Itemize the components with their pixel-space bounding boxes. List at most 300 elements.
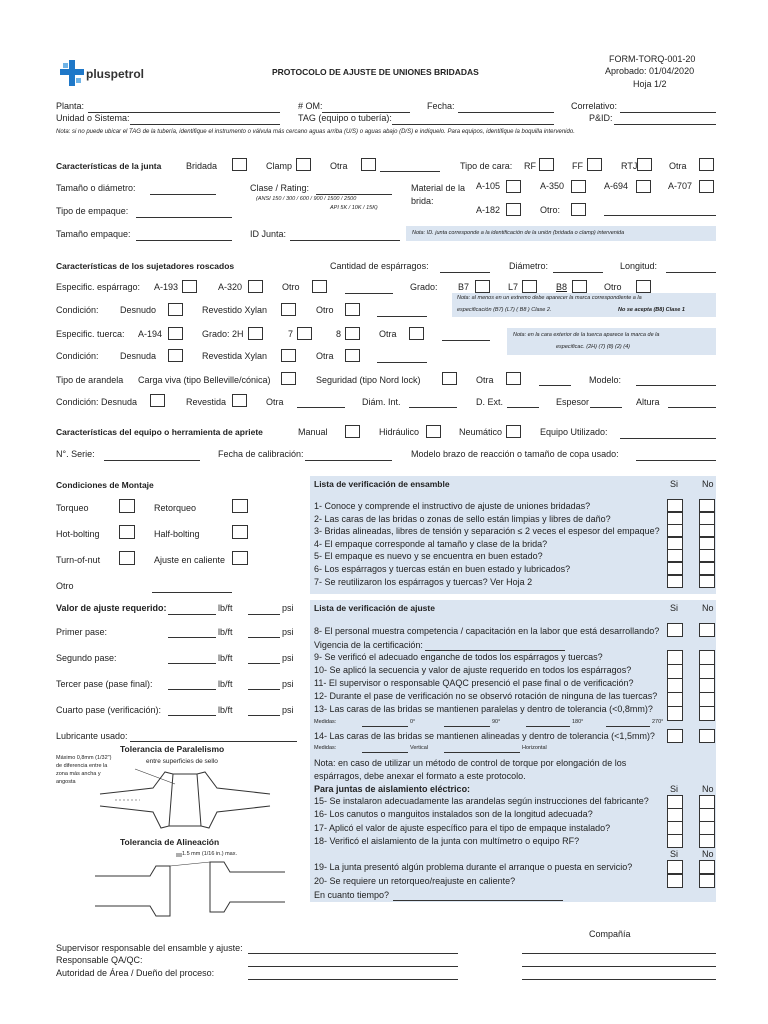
item-16-no-checkbox[interactable]	[699, 808, 715, 822]
cuarto-psi-field[interactable]	[248, 715, 280, 716]
item-20-si-checkbox[interactable]	[667, 874, 683, 888]
checklist-ensamble-item-2-si-checkbox[interactable]	[667, 512, 683, 525]
logo	[60, 60, 170, 86]
otra-arandela-label: Otra	[476, 375, 494, 385]
l7-label: L7	[508, 282, 519, 292]
otra-cara-label: Otra	[669, 161, 687, 171]
item-8-no-checkbox[interactable]	[699, 623, 715, 637]
valor-psi-field[interactable]	[248, 614, 280, 615]
form-title: PROTOCOLO DE AJUSTE DE UNIONES BRIDADAS	[272, 67, 479, 77]
medidas-label: Medidas:	[314, 719, 337, 725]
otra-cara-checkbox[interactable]	[699, 158, 714, 171]
id-junta-note: Nota: ID. junta corresponde a la identificación de la unión (bridada o clamp) intervenida	[412, 230, 625, 236]
checklist-ensamble-item-5-si-checkbox[interactable]	[667, 549, 683, 562]
otra-condicion-field[interactable]	[377, 362, 427, 363]
medida-90-field[interactable]	[444, 726, 490, 727]
qaqc-label: Responsable QA/QC:	[56, 955, 143, 965]
modelo-field[interactable]	[636, 385, 716, 386]
hidraulico-checkbox[interactable]	[426, 425, 441, 438]
otra-arandela-field[interactable]	[539, 385, 571, 386]
manual-label: Manual	[298, 427, 328, 437]
otra-field[interactable]	[380, 171, 440, 172]
checklist-ensamble-no: No	[702, 479, 714, 489]
b8-checkbox[interactable]	[572, 280, 587, 293]
checklist-ensamble-item-6-no-checkbox[interactable]	[699, 562, 715, 575]
grado-7-label: 7	[288, 329, 294, 339]
valor-ajuste-label: Valor de ajuste requerido:	[56, 603, 167, 613]
pluspetrol-logo-icon	[60, 60, 84, 86]
desnudo-checkbox[interactable]	[168, 303, 183, 316]
ff-checkbox[interactable]	[587, 158, 602, 171]
nota-elongacion-1: Nota: en caso de utilizar un método de control de torque por elongación de los	[314, 758, 627, 768]
aislamiento-si: Si	[670, 784, 679, 794]
autoridad-compania-field[interactable]	[522, 979, 716, 980]
unidad-field[interactable]	[130, 124, 280, 125]
desnuda-checkbox[interactable]	[168, 349, 183, 362]
clase-field[interactable]	[316, 194, 392, 195]
retorqueo-label: Retorqueo	[154, 503, 197, 513]
espesor-field[interactable]	[590, 407, 622, 408]
a182-label: A-182	[476, 205, 501, 215]
valor-psi-unit: psi	[282, 603, 294, 613]
condicion-arandela-label: Condición: Desnuda	[56, 397, 138, 407]
item-11: 11- El supervisor o responsable QAQC presenció el pase final o de verificación?	[314, 678, 634, 688]
aislamiento-title: Para juntas de aislamiento eléctrico:	[314, 784, 471, 794]
a320-label: A-320	[218, 282, 243, 292]
grado-label: Grado:	[410, 282, 438, 292]
id-junta-label: ID Junta:	[250, 229, 287, 239]
otro-grado-checkbox[interactable]	[636, 280, 651, 293]
medida-90-label: 90°	[492, 719, 501, 725]
checklist-ajuste-title: Lista de verificación de ajuste	[314, 603, 435, 613]
aislamiento-no: No	[702, 784, 714, 794]
modelo-brazo-field[interactable]	[636, 460, 716, 461]
tamano-empaque-field[interactable]	[136, 240, 232, 241]
om-label: # OM:	[298, 101, 323, 111]
medida-180-label: 180°	[572, 719, 584, 725]
a694-checkbox[interactable]	[636, 180, 651, 193]
tercer-pase-label: Tercer pase (pase final):	[56, 679, 153, 689]
item-20-no-checkbox[interactable]	[699, 874, 715, 888]
tipo-empaque-label: Tipo de empaque:	[56, 206, 129, 216]
correlativo-field[interactable]	[620, 112, 716, 113]
grado-7-checkbox[interactable]	[297, 327, 312, 340]
ajuste-caliente-checkbox[interactable]	[232, 551, 248, 565]
revestido-xylan-checkbox[interactable]	[281, 303, 296, 316]
grado-tuerca-label: Grado: 2H	[202, 329, 244, 339]
tag-label: TAG (equipo o tubería):	[298, 113, 392, 123]
otro-condicion-checkbox[interactable]	[345, 303, 360, 316]
revestido-xylan-label: Revestido Xylan	[202, 305, 268, 315]
condicion-esparrago-label: Condición:	[56, 305, 99, 315]
revestida-checkbox[interactable]	[232, 394, 247, 407]
diam-int-field[interactable]	[409, 407, 457, 408]
item-15-si-checkbox[interactable]	[667, 795, 683, 809]
tuerca-note-1: Nota: en la cara exterior de la tuerca aparece la marca de la	[513, 332, 660, 338]
fecha-label: Fecha:	[427, 101, 455, 111]
checklist-ensamble-item-1-no-checkbox[interactable]	[699, 499, 715, 512]
lubricante-field[interactable]	[130, 741, 297, 742]
diam-int-label: Diám. Int.	[362, 397, 401, 407]
checklist-ensamble-item-3-no-checkbox[interactable]	[699, 524, 715, 537]
otra-arandela-cond-field[interactable]	[297, 407, 345, 408]
item-13-no-checkbox[interactable]	[699, 706, 715, 721]
item-10-no-checkbox[interactable]	[699, 664, 715, 679]
b7-note-3: No se acepta (B8) Clase 1	[618, 307, 685, 313]
valor-lbft-unit: lb/ft	[218, 603, 233, 613]
paralelismo-flange-diagram	[95, 764, 275, 836]
checklist-ensamble-item-4: 4- El empaque corresponde al tamaño y clase de la brida?	[314, 538, 548, 549]
carga-viva-label: Carga viva (tipo Belleville/cónica)	[138, 375, 271, 385]
a694-label: A-694	[604, 181, 629, 191]
grado-8-checkbox[interactable]	[345, 327, 360, 340]
checklist-ajuste-no: No	[702, 603, 714, 613]
lower-no: No	[702, 849, 714, 859]
otro-esparrago-field[interactable]	[345, 293, 393, 294]
item-14-si-checkbox[interactable]	[667, 729, 683, 743]
fecha-cal-label: Fecha de calibración:	[218, 449, 304, 459]
a350-checkbox[interactable]	[571, 180, 586, 193]
tercer-psi-field[interactable]	[248, 689, 280, 690]
montaje-title: Condiciones de Montaje	[56, 480, 154, 490]
revestida-label: Revestida	[186, 397, 227, 407]
item-18-no-checkbox[interactable]	[699, 834, 715, 848]
revestida-xylan-label: Revestida Xylan	[202, 351, 268, 361]
clamp-checkbox[interactable]	[296, 158, 311, 171]
hot-bolting-checkbox[interactable]	[119, 525, 135, 539]
l7-checkbox[interactable]	[522, 280, 537, 293]
a193-label: A-193	[154, 282, 179, 292]
item-8: 8- El personal muestra competencia / capacitación en la labor que está desarrollando?	[314, 626, 660, 636]
medida-horizontal-field[interactable]	[444, 752, 520, 753]
item-14-no-checkbox[interactable]	[699, 729, 715, 743]
clamp-label: Clamp	[266, 161, 293, 171]
a350-label: A-350	[540, 181, 565, 191]
espesor-label: Espesor	[556, 397, 590, 407]
alineacion-flange-diagram	[90, 848, 290, 928]
item-9: 9- Se verificó el adecuado enganche de todos los espárragos y tuercas?	[314, 652, 603, 662]
item-13-si-checkbox[interactable]	[667, 706, 683, 721]
clase-label: Clase / Rating:	[250, 183, 310, 193]
rf-label: RF	[524, 161, 536, 171]
serie-label: N°. Serie:	[56, 449, 95, 459]
item-16-si-checkbox[interactable]	[667, 808, 683, 822]
cantidad-label: Cantidad de espárragos:	[330, 261, 429, 271]
serie-field[interactable]	[104, 460, 200, 461]
otro-material-field[interactable]	[604, 215, 716, 216]
otra-tuerca-checkbox[interactable]	[409, 327, 424, 340]
checklist-ensamble-item-7-si-checkbox[interactable]	[667, 575, 683, 588]
a320-checkbox[interactable]	[248, 280, 263, 293]
item-16: 16- Los canutos o manguitos instalados son de la longitud adecuada?	[314, 809, 593, 819]
item-18: 18- Verificó el aislamiento de la junta con multímetro o equipo RF?	[314, 836, 580, 846]
cantidad-field[interactable]	[440, 272, 490, 273]
segundo-psi-field[interactable]	[248, 663, 280, 664]
modelo-label: Modelo:	[589, 375, 622, 385]
nota-elongacion-2: espárragos, debe anexar el formato a este protocolo.	[314, 771, 526, 781]
autoridad-label: Autoridad de Área / Dueño del proceso:	[56, 968, 215, 978]
item-10-si-checkbox[interactable]	[667, 664, 683, 679]
segundo-lbft-field[interactable]	[168, 663, 216, 664]
otra-arandela-cond-label: Otra	[266, 397, 284, 407]
seguridad-label: Seguridad (tipo Nord lock)	[316, 375, 421, 385]
supervisor-field[interactable]	[248, 953, 458, 954]
otro-montaje-label: Otro	[56, 581, 74, 591]
tiempo-label: En cuanto tiempo?	[314, 890, 390, 900]
item-17-no-checkbox[interactable]	[699, 821, 715, 835]
qaqc-field[interactable]	[248, 966, 458, 967]
checklist-ensamble-si: Si	[670, 479, 679, 489]
item-9-si-checkbox[interactable]	[667, 650, 683, 665]
compania-label: Compañía	[589, 929, 631, 939]
tamano-field[interactable]	[150, 194, 216, 195]
hot-bolting-label: Hot-bolting	[56, 529, 100, 539]
hidraulico-label: Hidráulico	[379, 427, 420, 437]
checklist-ensamble-item-2-no-checkbox[interactable]	[699, 512, 715, 525]
otra-checkbox[interactable]	[361, 158, 376, 171]
a105-checkbox[interactable]	[506, 180, 521, 193]
fecha-field[interactable]	[458, 112, 554, 113]
revestida-xylan-checkbox[interactable]	[281, 349, 296, 362]
item-11-no-checkbox[interactable]	[699, 678, 715, 693]
id-junta-field[interactable]	[290, 240, 400, 241]
horizontal-label: Horizontal	[522, 745, 547, 751]
pid-label: P&ID:	[589, 113, 613, 123]
otra-tuerca-field[interactable]	[442, 340, 490, 341]
item-13: 13- Las caras de las bridas se mantienen paralelas y dentro de tolerancia (<0,8mm)?	[314, 704, 653, 714]
item-11-si-checkbox[interactable]	[667, 678, 683, 693]
tag-field[interactable]	[392, 124, 554, 125]
cuarto-pase-label: Cuarto pase (verificación):	[56, 705, 162, 715]
checklist-ensamble-item-3-si-checkbox[interactable]	[667, 524, 683, 537]
neumatico-checkbox[interactable]	[506, 425, 521, 438]
otro-esparrago-checkbox[interactable]	[312, 280, 327, 293]
autoridad-field[interactable]	[248, 979, 458, 980]
a707-label: A-707	[668, 181, 693, 191]
ff-label: FF	[572, 161, 583, 171]
a707-checkbox[interactable]	[699, 180, 714, 193]
bridada-checkbox[interactable]	[232, 158, 247, 171]
retorqueo-checkbox[interactable]	[232, 499, 248, 513]
a194-checkbox[interactable]	[168, 327, 183, 340]
correlativo-label: Correlativo:	[571, 101, 618, 111]
clase-note-2: API 5K / 10K / 15K)	[330, 205, 378, 211]
checklist-ensamble-item-3: 3- Bridas alineadas, libres de tensión y separación ≤ 2 veces el espesor del empaque?	[314, 526, 660, 537]
primer-lbft-unit: lb/ft	[218, 627, 233, 637]
diametro-label: Diámetro:	[509, 261, 549, 271]
alineacion-title: Tolerancia de Alineación	[120, 837, 220, 847]
grado-2h-checkbox[interactable]	[248, 327, 263, 340]
lower-si: Si	[670, 849, 679, 859]
checklist-ensamble-title: Lista de verificación de ensamble	[314, 479, 450, 489]
clase-note-1: (ANSI 150 / 300 / 600 / 900 / 1500 / 2500	[256, 196, 357, 202]
equipo-utilizado-field[interactable]	[620, 438, 716, 439]
d-ext-label: D. Ext.	[476, 397, 504, 407]
item-12: 12- Durante el pase de verificación no se observó rotación de ninguna de las tuercas?	[314, 691, 658, 701]
altura-field[interactable]	[668, 407, 716, 408]
vigencia-field[interactable]	[425, 650, 565, 651]
rtj-label: RTJ	[621, 161, 638, 171]
ajuste-caliente-label: Ajuste en caliente	[154, 555, 226, 565]
checklist-ensamble-item-5: 5- El empaque es nuevo y se encuentra en buen estado?	[314, 551, 543, 562]
modelo-brazo-label: Modelo brazo de reacción o tamaño de copa usado:	[411, 449, 619, 459]
longitud-field[interactable]	[666, 272, 716, 273]
item-12-no-checkbox[interactable]	[699, 692, 715, 707]
otra-arandela-checkbox[interactable]	[506, 372, 521, 385]
tipo-cara-label: Tipo de cara:	[460, 161, 513, 171]
lubricante-label: Lubricante usado:	[56, 731, 128, 741]
item-14: 14- Las caras de las bridas se mantienen alineadas y dentro de tolerancia (<1,5mm)?	[314, 731, 655, 741]
paralelismo-title: Tolerancia de Paralelismo	[120, 744, 225, 754]
material-label-2: brida:	[411, 196, 434, 206]
paralelismo-note-3: zona más ancha y	[56, 771, 101, 777]
desnuda-arandela-checkbox[interactable]	[150, 394, 165, 407]
paralelismo-note-2: de diferencia entre la	[56, 763, 108, 769]
paralelismo-note-1: Máximo 0,8mm (1/32")	[56, 755, 112, 761]
tercer-lbft-field[interactable]	[168, 689, 216, 690]
sujetadores-title: Características de los sujetadores roscados	[56, 261, 235, 271]
half-bolting-label: Half-bolting	[154, 529, 200, 539]
cuarto-lbft-field[interactable]	[168, 715, 216, 716]
item-17: 17- Aplicó el valor de ajuste específico para el tipo de empaque instalado?	[314, 823, 611, 833]
torqueo-label: Torqueo	[56, 503, 89, 513]
altura-label: Altura	[636, 397, 660, 407]
vigencia-label: Vigencia de la certificación:	[314, 640, 423, 650]
checklist-ensamble-item-1-si-checkbox[interactable]	[667, 499, 683, 512]
item-15: 15- Se instalaron adecuadamente las arandelas según instrucciones del fabricante?	[314, 796, 649, 806]
bridada-label: Bridada	[186, 161, 218, 171]
otro-esparrago-label: Otro	[282, 282, 300, 292]
espec-esparrago-label: Especific. espárrago:	[56, 282, 141, 292]
a193-checkbox[interactable]	[182, 280, 197, 293]
seguridad-checkbox[interactable]	[442, 372, 457, 385]
medida-0-field[interactable]	[362, 726, 408, 727]
b7-note-2: especificación (B7) (L7) ( B8 ) Clase 2.	[457, 307, 552, 313]
d-ext-field[interactable]	[507, 407, 539, 408]
equipo-utilizado-label: Equipo Utilizado:	[540, 427, 608, 437]
supervisor-compania-field[interactable]	[522, 953, 716, 954]
tiempo-field[interactable]	[393, 900, 563, 901]
otra-label: Otra	[330, 161, 348, 171]
item-15-no-checkbox[interactable]	[699, 795, 715, 809]
material-label-1: Material de la	[411, 183, 466, 193]
segundo-psi-unit: psi	[282, 653, 294, 663]
grado-8-label: 8	[336, 329, 342, 339]
checklist-ensamble-item-1: 1- Conoce y comprende el instructivo de ajuste de uniones bridadas?	[314, 501, 591, 511]
otro-grado-label: Otro	[604, 282, 622, 292]
checklist-ensamble-item-5-no-checkbox[interactable]	[699, 549, 715, 562]
otra-condicion-label: Otra	[316, 351, 334, 361]
item-19-no-checkbox[interactable]	[699, 860, 715, 874]
pid-field[interactable]	[614, 124, 716, 125]
item-19-si-checkbox[interactable]	[667, 860, 683, 874]
tag-note: Nota: si no puede ubicar el TAG de la tubería, identifique el instrumento o válvula más cercano aguas arriba (U/S) o aguas abajo (D/S) e indíquelo. Para equipos, identifique la boquilla intervenido.	[56, 129, 575, 135]
condicion-tuerca-label: Condición:	[56, 351, 99, 361]
medida-0-label: 0°	[410, 719, 416, 725]
primer-psi-field[interactable]	[248, 637, 280, 638]
espec-tuerca-label: Especific. tuerca:	[56, 329, 125, 339]
primer-pase-label: Primer pase:	[56, 627, 108, 637]
checklist-ensamble-item-4-si-checkbox[interactable]	[667, 537, 683, 550]
neumatico-label: Neumático	[459, 427, 503, 437]
rf-checkbox[interactable]	[539, 158, 554, 171]
b7-checkbox[interactable]	[475, 280, 490, 293]
otro-material-checkbox[interactable]	[571, 203, 586, 216]
paralelismo-note-4: angosta	[56, 779, 76, 785]
checklist-ensamble-item-2: 2- Las caras de las bridas o zonas de sello están limpias y libres de daño?	[314, 513, 611, 524]
approved-date: Aprobado: 01/04/2020	[605, 66, 695, 76]
otro-montaje-field[interactable]	[152, 592, 232, 593]
checklist-ensamble-item-4-no-checkbox[interactable]	[699, 537, 715, 550]
fecha-cal-field[interactable]	[305, 460, 392, 461]
primer-psi-unit: psi	[282, 627, 294, 637]
form-id: FORM-TORQ-001-20	[609, 54, 696, 64]
a105-label: A-105	[476, 181, 501, 191]
medida-270-label: 270°	[652, 719, 664, 725]
otra-condicion-checkbox[interactable]	[345, 349, 360, 362]
b7-note-1: Nota: al menos en un extremo debe aparecer la marca correspondiente a la	[457, 295, 642, 301]
item-12-si-checkbox[interactable]	[667, 692, 683, 707]
rtj-checkbox[interactable]	[637, 158, 652, 171]
diametro-field[interactable]	[553, 272, 603, 273]
tamano-label: Tamaño o diámetro:	[56, 183, 136, 193]
item-8-si-checkbox[interactable]	[667, 623, 683, 637]
manual-checkbox[interactable]	[345, 425, 360, 438]
tipo-arandela-label: Tipo de arandela	[56, 375, 124, 385]
desnudo-label: Desnudo	[120, 305, 157, 315]
a182-checkbox[interactable]	[506, 203, 521, 216]
qaqc-compania-field[interactable]	[522, 966, 716, 967]
b8-label: B8	[556, 282, 568, 292]
a194-label: A-194	[138, 329, 163, 339]
tercer-lbft-unit: lb/ft	[218, 679, 233, 689]
equipo-title: Características del equipo o herramienta de apriete	[56, 427, 263, 437]
item-9-no-checkbox[interactable]	[699, 650, 715, 665]
primer-lbft-field[interactable]	[168, 637, 216, 638]
medida-270-field[interactable]	[606, 726, 650, 727]
turn-of-nut-checkbox[interactable]	[119, 551, 135, 565]
item-17-si-checkbox[interactable]	[667, 821, 683, 835]
cuarto-lbft-unit: lb/ft	[218, 705, 233, 715]
vertical-label: Vertical	[410, 745, 429, 751]
b7-label: B7	[458, 282, 470, 292]
medidas-14-label: Medidas:	[314, 745, 337, 751]
checklist-ensamble-item-6-si-checkbox[interactable]	[667, 562, 683, 575]
segundo-pase-label: Segundo pase:	[56, 653, 117, 663]
otro-condicion-field[interactable]	[377, 316, 427, 317]
logo-text: pluspetrol	[86, 67, 145, 81]
cuarto-psi-unit: psi	[282, 705, 294, 715]
entre-superficies-label: entre superficies de sello	[146, 758, 218, 765]
checklist-ensamble-item-7: 7- Se reutilizaron los espárragos y tuercas? Ver Hoja 2	[314, 576, 533, 587]
tipo-empaque-field[interactable]	[136, 217, 232, 218]
half-bolting-checkbox[interactable]	[232, 525, 248, 539]
desnuda-label: Desnuda	[120, 351, 157, 361]
medida-vertical-field[interactable]	[362, 752, 408, 753]
alineacion-note: 1.5 mm (1/16 in.) max.	[182, 851, 238, 857]
longitud-label: Longitud:	[620, 261, 658, 271]
torqueo-checkbox[interactable]	[119, 499, 135, 513]
item-10: 10- Se aplicó la secuencia y valor de ajuste requerido en todos los espárragos?	[314, 665, 632, 675]
checklist-ensamble-item-6: 6- Los espárragos y tuercas están en buen estado y lubricados?	[314, 564, 571, 574]
otro-material-label: Otro:	[540, 205, 561, 215]
item-19: 19- La junta presentó algún problema durante el arranque o puesta en servicio?	[314, 862, 633, 872]
valor-lbft-field[interactable]	[168, 614, 216, 615]
item-18-si-checkbox[interactable]	[667, 834, 683, 848]
carga-viva-checkbox[interactable]	[281, 372, 296, 385]
medida-180-field[interactable]	[526, 726, 570, 727]
checklist-ensamble-item-7-no-checkbox[interactable]	[699, 575, 715, 588]
